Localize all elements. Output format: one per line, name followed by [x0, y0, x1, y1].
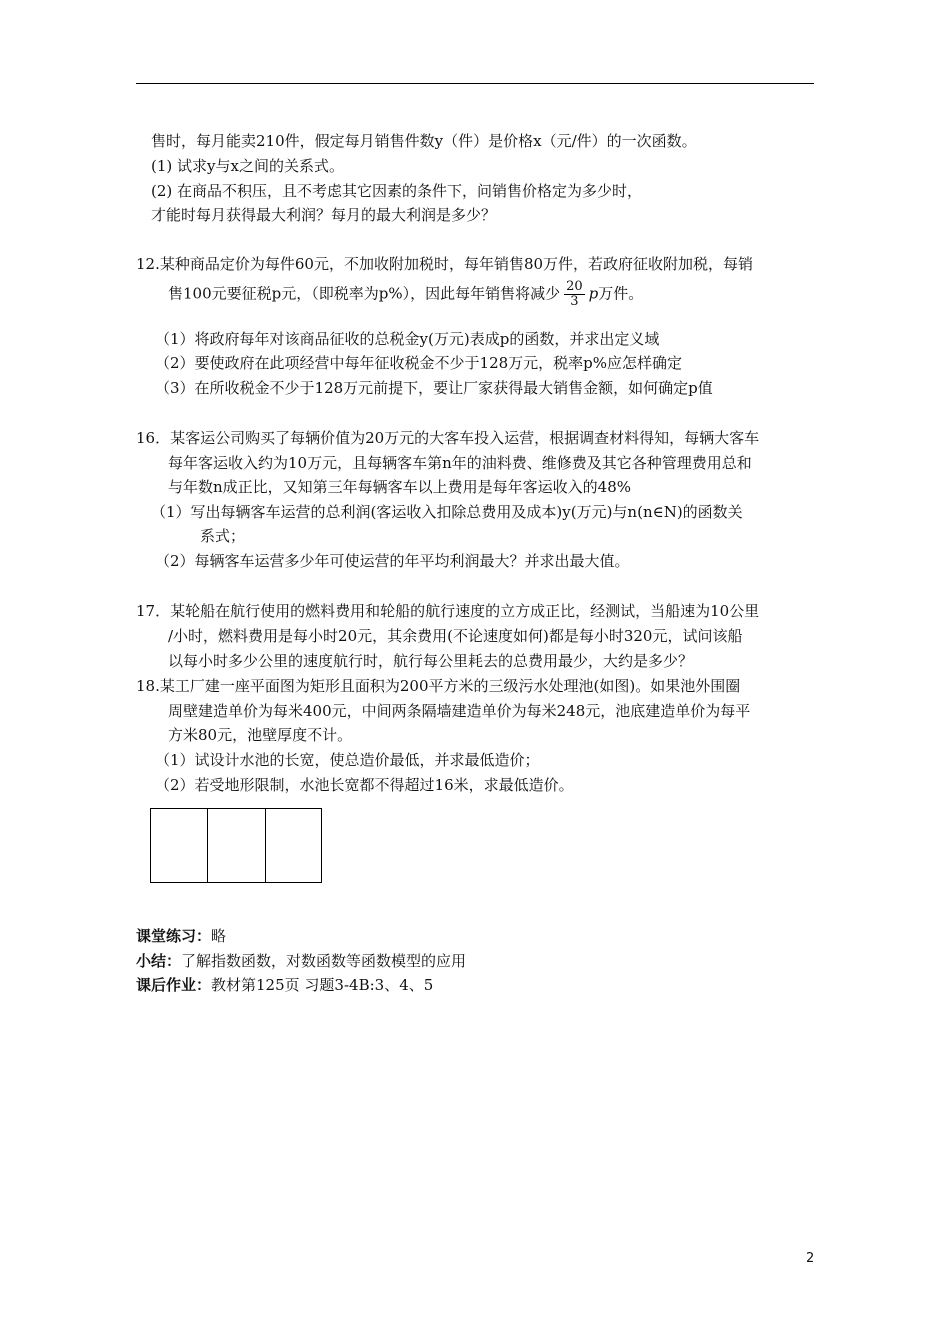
q12-line-1: 12.某种商品定价为每件60元，不加收附加税时，每年销售80万件，若政府征收附加税，每销: [136, 255, 754, 273]
variable-p: p: [588, 284, 599, 303]
q17-line-3: 以每小时多少公里的速度航行时，航行每公里耗去的总费用最少，大约是多少？: [168, 652, 694, 670]
summary-label: 小结：: [136, 952, 182, 970]
q12-sub-3: （3）在所收税金不少于128万元前提下，要让厂家获得最大销售金额，如何确定p值: [155, 379, 713, 397]
summary-text: 了解指数函数，对数函数等函数模型的应用: [181, 952, 467, 970]
q17-line-1: 17．某轮船在航行使用的燃料费用和轮船的航行速度的立方成正比，经测试，当船速为10公里: [136, 602, 760, 620]
fraction-denominator: 3: [570, 294, 579, 309]
q16-line-2: 每年客运收入约为10万元，且每辆客车第n年的油料费、维修费及其它各种管理费用总和: [168, 454, 752, 472]
q18-sub-2: （2）若受地形限制，水池长宽都不得超过16米，求最低造价。: [155, 776, 574, 794]
q12-sub-2: （2）要使政府在此项经营中每年征收税金不少于128万元，税率p%应怎样确定: [155, 354, 683, 372]
practice-label: 课堂练习：: [136, 927, 212, 945]
q18-line-1: 18.某工厂建一座平面图为矩形且面积为200平方米的三级污水处理池(如图)。如果池外围圈: [136, 677, 741, 695]
pool-partition-wall: [265, 809, 266, 882]
homework-text: 教材第125页 习题3-4B:3、4、5: [211, 976, 434, 994]
q16-sub-1: （1）写出每辆客车运营的总利润(客运收入扣除总费用及成本)y(万元)与n(n∈N)的函数关: [151, 503, 743, 521]
header-rule: [136, 83, 814, 84]
q18-sub-1: （1）试设计水池的长宽，使总造价最低，并求最低造价；: [155, 751, 540, 769]
q12-sub-1: （1）将政府每年对该商品征收的总税金y(万元)表成p的函数，并求出定义域: [155, 330, 660, 348]
q12-line-2: [168, 280, 643, 309]
prev-question-sub-2-cont: 才能时每月获得最大利润？每月的最大利润是多少？: [151, 206, 497, 224]
q16-sub-1-cont: 系式；: [200, 527, 246, 545]
pool-diagram: [150, 808, 322, 883]
prev-question-sub-2: (2) 在商品不积压，且不考虑其它因素的条件下，问销售价格定为多少时，: [151, 182, 643, 200]
fraction-numerator: 20: [566, 279, 583, 294]
fraction-20-over-3: [564, 280, 585, 309]
prev-question-line-1: 售时，每月能卖210件，假定每月销售件数y（件）是价格x（元/件）的一次函数。: [151, 132, 697, 150]
q16-line-1: 16．某客运公司购买了每辆价值为20万元的大客车投入运营，根据调查材料得知，每辆大客车: [136, 429, 760, 447]
prev-question-sub-1: (1) 试求y与x之间的关系式。: [151, 157, 344, 175]
q17-line-2: /小时，燃料费用是每小时20元，其余费用(不论速度如何)都是每小时320元，试问该船: [168, 627, 743, 645]
q18-line-2: 周壁建造单价为每米400元，中间两条隔墙建造单价为每米248元，池底建造单价为每平: [168, 702, 751, 720]
page-number: 2: [806, 1251, 815, 1266]
homework-label: 课后作业：: [136, 976, 212, 994]
homework-line: [136, 974, 433, 995]
q16-line-3: 与年数n成正比，又知第三年每辆客车以上费用是每年客运收入的48%: [168, 478, 632, 496]
q18-line-3: 方米80元，池壁厚度不计。: [168, 726, 353, 744]
q12-line-2-pre: 售100元要征税p元，（即税率为p%），因此每年销售将减少: [168, 284, 561, 303]
summary-line: [136, 950, 466, 971]
practice-text: 略: [211, 927, 227, 945]
q16-sub-2: （2）每辆客车运营多少年可使运营的年平均利润最大？并求出最大值。: [155, 552, 630, 570]
practice-line: [136, 925, 226, 946]
pool-partition-wall: [207, 809, 208, 882]
q12-line-2-post: 万件。: [598, 284, 644, 303]
